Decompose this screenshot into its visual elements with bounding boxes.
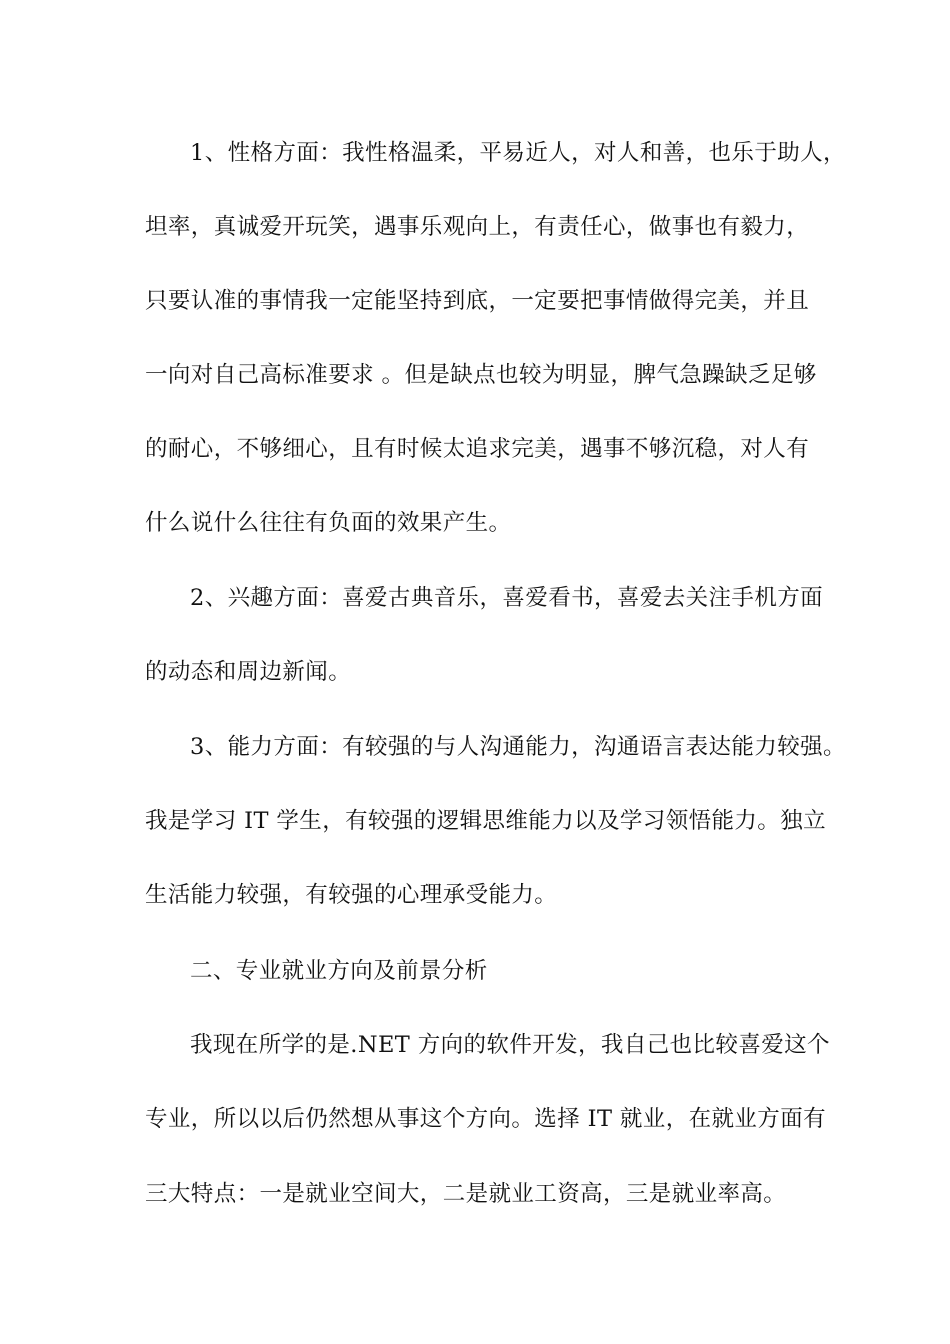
section-heading: 二、专业就业方向及前景分析 bbox=[190, 958, 488, 984]
personality-line-3: 只要认准的事情我一定能坚持到底，一定要把事情做得完美，并且 bbox=[145, 288, 810, 314]
ability-line-2: 我是学习 IT 学生，有较强的逻辑思维能力以及学习领悟能力。独立 bbox=[145, 808, 827, 834]
ability-line-3: 生活能力较强，有较强的心理承受能力。 bbox=[145, 882, 558, 908]
career-line-2: 专业，所以以后仍然想从事这个方向。选择 IT 就业，在就业方面有 bbox=[145, 1106, 827, 1132]
personality-line-2: 坦率，真诚爱开玩笑，遇事乐观向上，有责任心，做事也有毅力， bbox=[145, 214, 810, 240]
interest-line-1: 2、兴趣方面：喜爱古典音乐，喜爱看书，喜爱去关注手机方面 bbox=[190, 585, 824, 611]
career-line-3: 三大特点：一是就业空间大，二是就业工资高，三是就业率高。 bbox=[145, 1181, 787, 1207]
ability-line-1: 3、能力方面：有较强的与人沟通能力，沟通语言表达能力较强。 bbox=[190, 734, 846, 760]
personality-line-6: 什么说什么往往有负面的效果产生。 bbox=[145, 510, 512, 536]
personality-line-1: 1、性格方面：我性格温柔，平易近人，对人和善，也乐于助人， bbox=[190, 140, 846, 166]
personality-line-4: 一向对自己高标准要求 。但是缺点也较为明显，脾气急躁缺乏足够 bbox=[145, 362, 817, 388]
personality-line-5: 的耐心，不够细心，且有时候太追求完美，遇事不够沉稳，对人有 bbox=[145, 436, 810, 462]
interest-line-2: 的动态和周边新闻。 bbox=[145, 659, 352, 685]
career-line-1: 我现在所学的是.NET 方向的软件开发，我自己也比较喜爱这个 bbox=[190, 1032, 830, 1058]
